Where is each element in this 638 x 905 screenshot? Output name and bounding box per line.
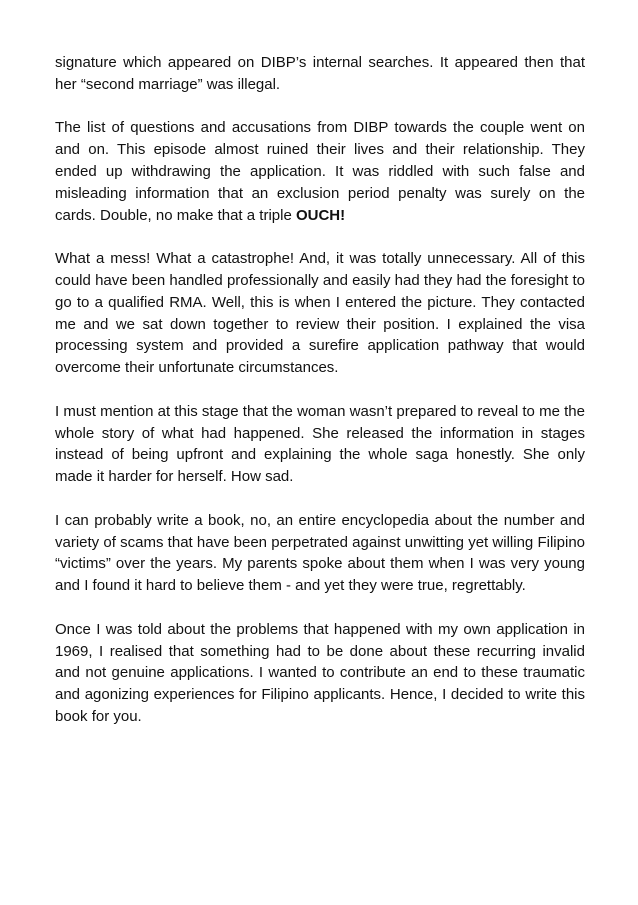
paragraph-5-text: I can probably write a book, no, an entire encyclopedia about the number and variety of scams that have been perpetrated against unwitting yet willing Filipino “victims” over the years. My parents spoke about them when I was very young and I found it hard to believe them - and yet they were true, regrettably.	[55, 511, 585, 595]
paragraph-2-emphasis: OUCH!	[295, 206, 346, 224]
paragraph-5	[55, 510, 585, 597]
paragraph-3-text: What a mess! What a catastrophe! And, it was totally unnecessary. All of this could have been handled professionally and easily had they had the foresight to go to a qualified RMA. Well, this is when I entered the picture. They contacted me and we sat down together to review their position. I explained the visa processing system and provided a surefire application pathway that would overcome their unfortunate circumstances.	[55, 250, 585, 377]
paragraph-2-text: The list of questions and accusations from DIBP towards the couple went on and on. This episode almost ruined their lives and their relationship. They ended up withdrawing the application. It was riddled with such false and misleading information that an exclusion period penalty was surely on the cards. Double, no make that a triple	[55, 119, 585, 224]
paragraph-4-text: I must mention at this stage that the woman wasn’t prepared to reveal to me the whole story of what had happened. She released the information in stages instead of being upfront and explaining the whole saga honestly. She only made it harder for herself. How sad.	[55, 402, 585, 486]
paragraph-6-text: Once I was told about the problems that happened with my own application in 1969, I realised that something had to be done about these recurring invalid and not genuine applications. I wanted to contribute an end to these traumatic and agonizing experiences for Filipino applicants. Hence, I decided to write this book for you.	[55, 620, 585, 725]
document-page	[55, 52, 585, 750]
paragraph-2	[55, 117, 585, 226]
paragraph-4	[55, 401, 585, 488]
paragraph-1	[55, 52, 585, 96]
paragraph-3	[55, 248, 585, 379]
paragraph-1-text: signature which appeared on DIBP’s internal searches. It appeared then that her “second marriage” was illegal.	[55, 54, 585, 93]
paragraph-6	[55, 619, 585, 728]
